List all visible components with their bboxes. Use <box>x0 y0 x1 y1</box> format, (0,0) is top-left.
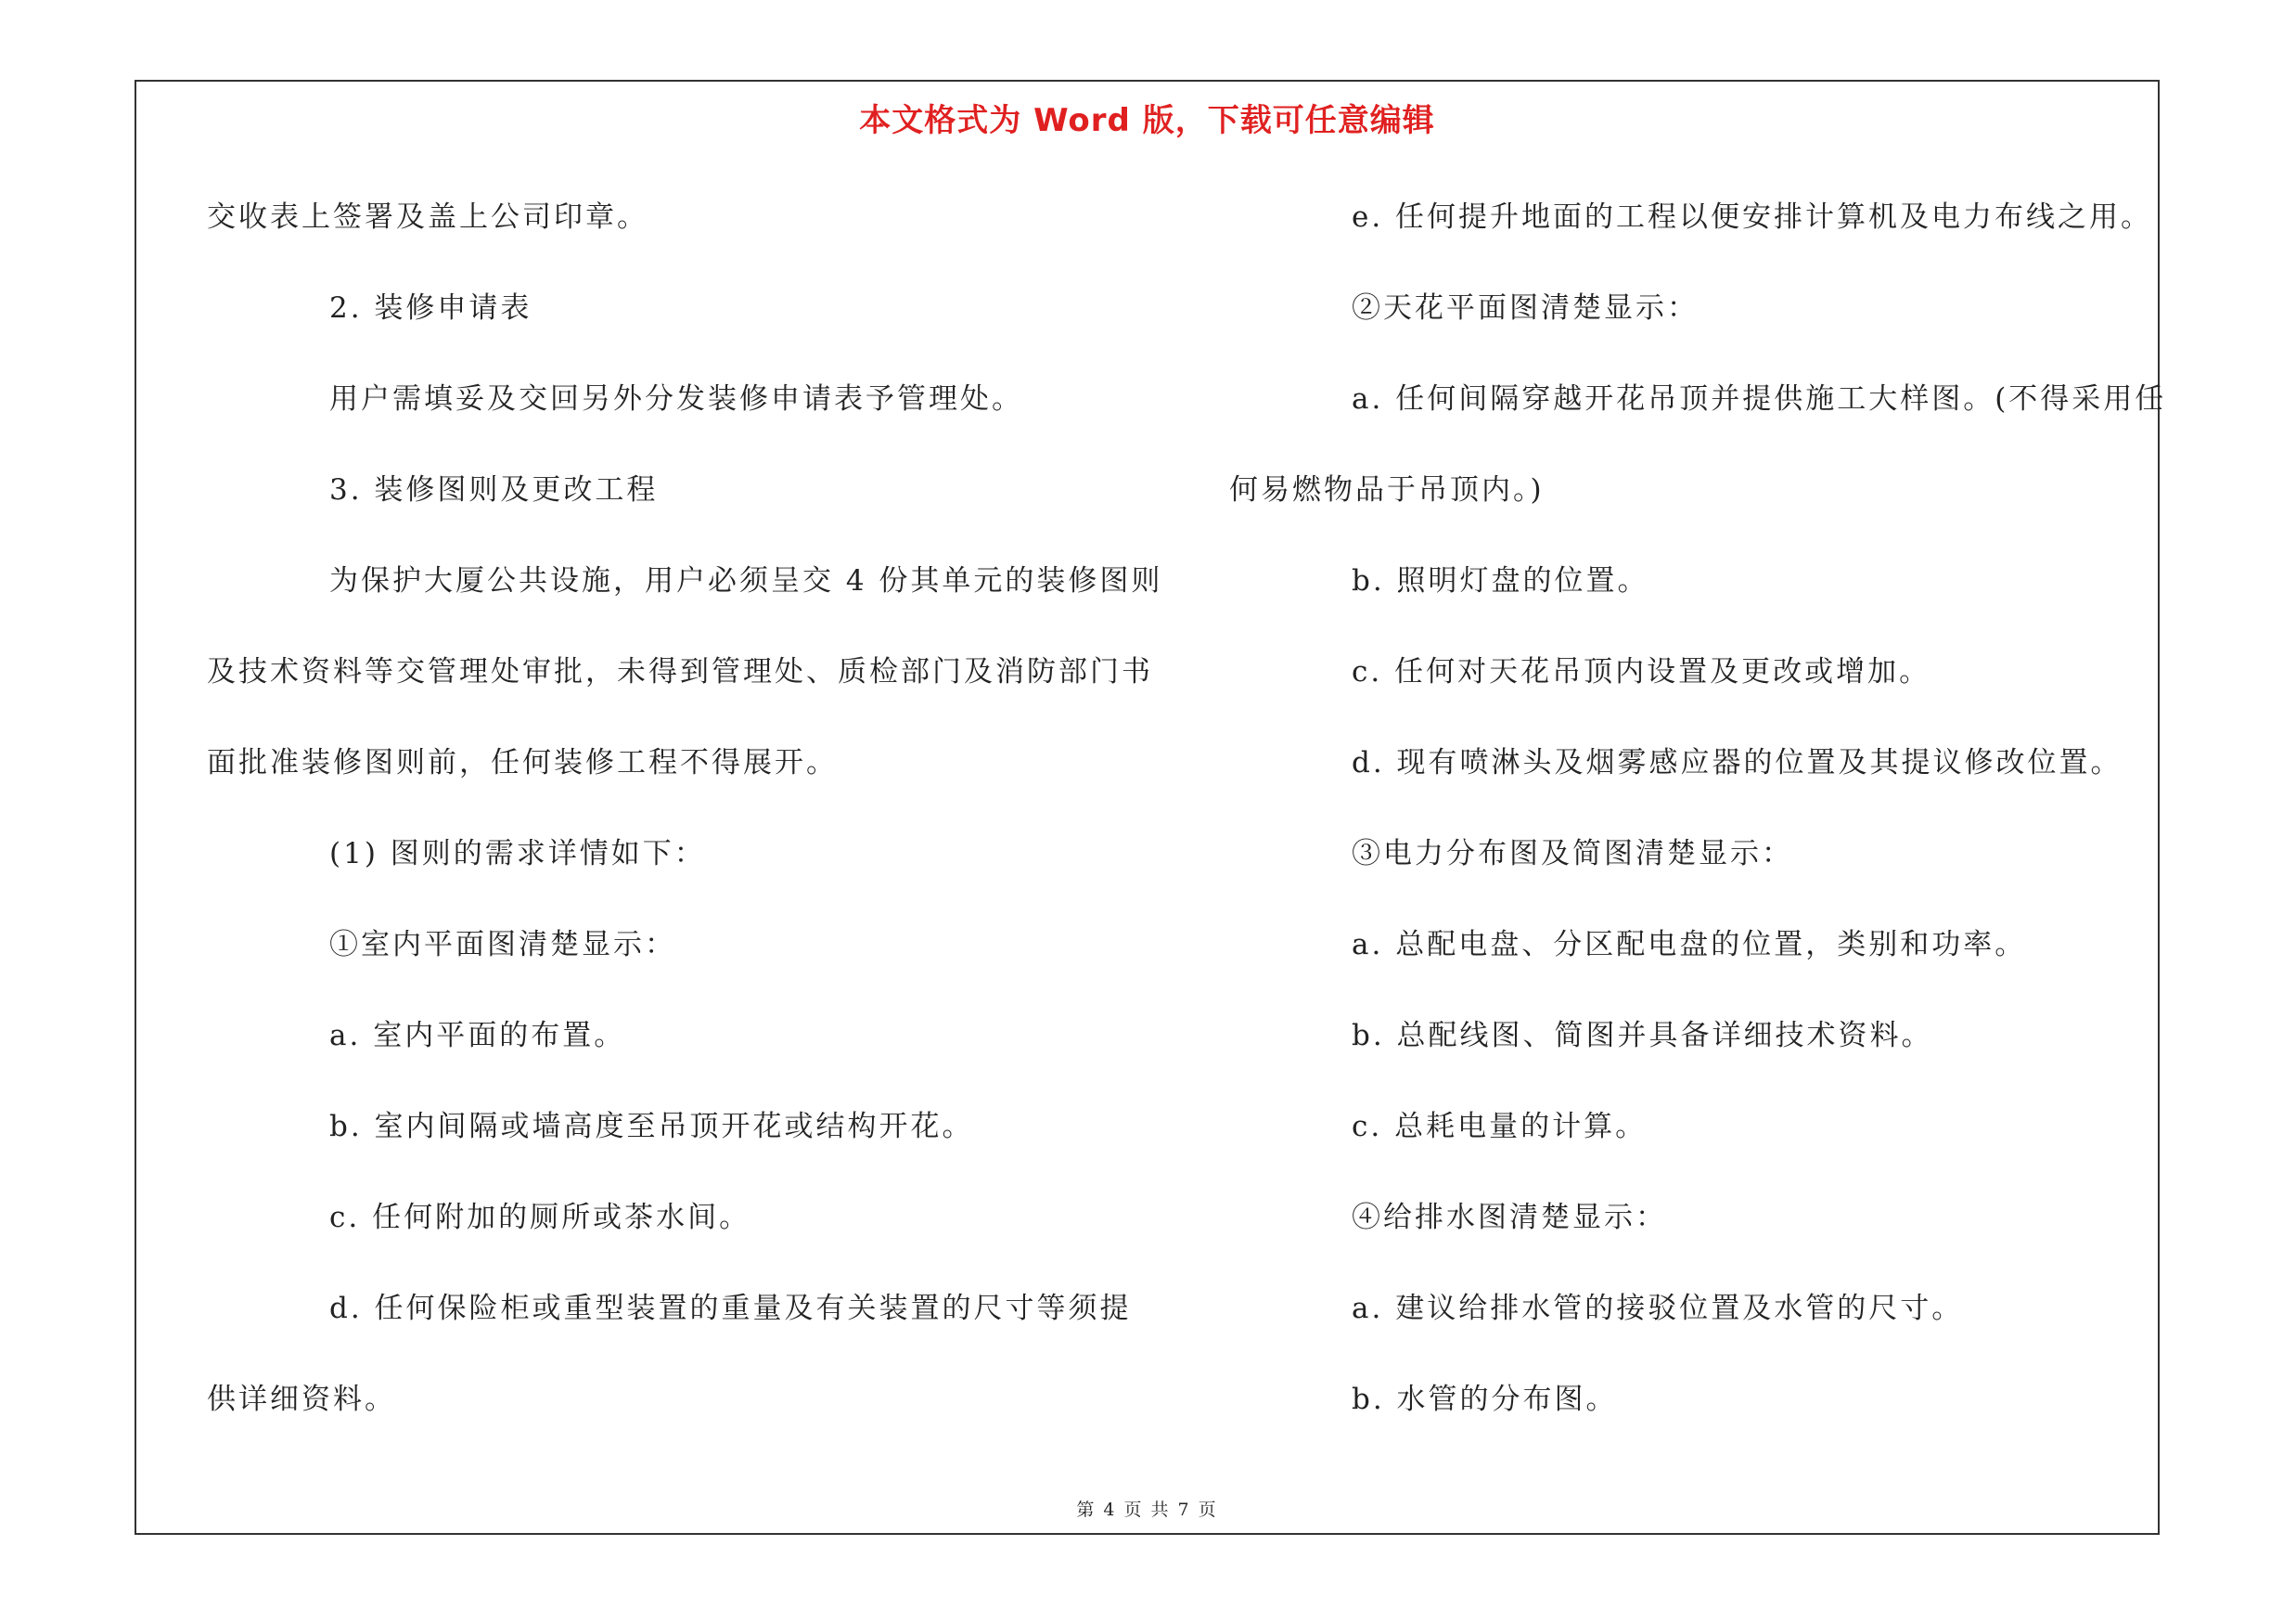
paragraph-line: 交收表上签署及盖上公司印章。 <box>207 200 648 234</box>
paragraph-line: 面批准装修图则前，任何装修工程不得展开。 <box>207 746 838 779</box>
paragraph-line: ④给排水图清楚显示： <box>1352 1201 1667 1234</box>
list-item: b. 室内间隔或墙高度至吊顶开花或结构开花。 <box>329 1110 974 1143</box>
list-item: e. 任何提升地面的工程以便安排计算机及电力布线之用。 <box>1352 200 2153 234</box>
list-item: a. 室内平面的布置。 <box>329 1019 626 1052</box>
paragraph-line: 为保护大厦公共设施，用户必须呈交 4 份其单元的装修图则 <box>329 564 1163 598</box>
paragraph-line: 用户需填妥及交回另外分发装修申请表予管理处。 <box>329 382 1023 416</box>
list-item: a. 建议给排水管的接驳位置及水管的尺寸。 <box>1352 1292 1964 1325</box>
list-item: d. 任何保险柜或重型装置的重量及有关装置的尺寸等须提 <box>329 1292 1132 1325</box>
page-number-footer: 第 4 页 共 7 页 <box>1076 1500 1218 1520</box>
list-item: c. 任何附加的厕所或茶水间。 <box>329 1201 751 1234</box>
word-format-banner: 本文格式为 Word 版，下载可任意编辑 <box>859 102 1435 139</box>
list-item: c. 总耗电量的计算。 <box>1352 1110 1648 1143</box>
section-heading: 2. 装修申请表 <box>329 291 532 325</box>
list-item: d. 现有喷淋头及烟雾感应器的位置及其提议修改位置。 <box>1352 746 2123 779</box>
document-page <box>135 80 2167 1535</box>
list-item: c. 任何对天花吊顶内设置及更改或增加。 <box>1352 655 1931 689</box>
paragraph-line: 供详细资料。 <box>207 1383 396 1416</box>
list-item: b. 总配线图、简图并具备详细技术资料。 <box>1352 1019 1933 1052</box>
list-item: b. 照明灯盘的位置。 <box>1352 564 1649 598</box>
paragraph-line: (1) 图则的需求详情如下： <box>329 837 706 870</box>
list-item: a. 总配电盘、分区配电盘的位置，类别和功率。 <box>1352 928 2027 961</box>
paragraph-line: ③电力分布图及简图清楚显示： <box>1352 837 1793 870</box>
section-heading: 3. 装修图则及更改工程 <box>329 473 659 507</box>
list-item: a. 任何间隔穿越开花吊顶并提供施工大样图。(不得采用任 <box>1352 382 2167 416</box>
list-item: b. 水管的分布图。 <box>1352 1383 1618 1416</box>
paragraph-line: 何易燃物品于吊顶内。) <box>1229 473 1545 507</box>
paragraph-line: ②天花平面图清楚显示： <box>1352 291 1699 325</box>
paragraph-line: ①室内平面图清楚显示： <box>329 928 676 961</box>
paragraph-line: 及技术资料等交管理处审批，未得到管理处、质检部门及消防部门书 <box>207 655 1153 689</box>
